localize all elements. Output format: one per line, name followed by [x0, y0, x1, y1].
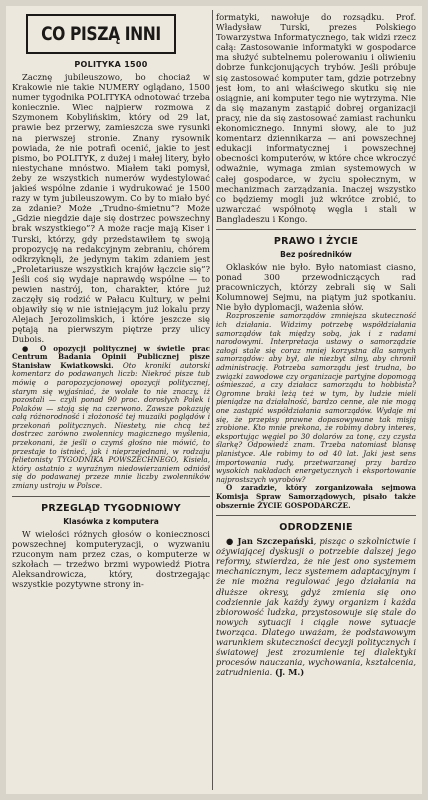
polityka-p2-lead: O opozycji politycznej w świetle prac Centrum Badania Opinii Publicznej pisze Stanisław Kwiatkowski. [12, 343, 210, 370]
odrodzenie-paragraph-1 [216, 536, 416, 677]
left-column [12, 6, 210, 794]
bullet-icon: ● [22, 343, 40, 353]
polityka-title: POLITYKA 1500 [74, 60, 148, 69]
section-rule [216, 229, 416, 230]
section-masthead [26, 14, 176, 54]
prawo-title: PRAWO I ŻYCIE [273, 235, 359, 247]
polityka-paragraph-1: Zacznę jubileuszowo, bo chociaż w Krakowie nie takie NUMERY oglądano, 1500 numer tygodnika POLITYKA odnotować trzeba koniecznie. Wiec najpierw rozmowa z Szymonem Kobylińskim, który od 29 lat, prawie bez przerwy, zamieszcza swe rysunki na pierwszej stronie. Znany rysownik powiada, że nie potrafi ocenić, jakie to jest pismo, bo POLITYK, z dużej i małej litery, było niestychane mnóstwo. Miałem taki pomysł, żeby ze wszystkich numerów wydestylować jakieś wspólne zdanie i wydrukować je 1500 razy w tym jubileuszowym. Co by to miało być za zdanie? Może „Trudno-śmietnu”? Może „Gdzie niegdzie daje się dostrzec powszechny brak wszystkiego”? A może racje mają Kiser i Turski, którzy, gdy przedstawiłem tę swoją propozycję na redakcyjnym zebraniu, chórem odkrzyknęli, że jedynym takim zdaniem jest „Proletariusze wszystkich krajów łączcie się”? Jeśli coś się wydaje naprawdę wspólne — to pewien nastrój, ton, charakter, które już zaczęły się rodzić w Pałacu Kultury, w pełni objawiły się w nie istniejącym już lokalu przy Alejach Jerozolimskich, i które jeszcze się pętają na pierwszym piętrze przy ulicy Dubois. [12, 72, 210, 345]
bullet-icon: ● [226, 536, 238, 547]
signature: (J. M.) [274, 667, 305, 678]
przeglad-paragraph-1: W wielości różnych głosów o koniecznosci powszechnej komputeryzacji, o wyzwaniu rzuconym nam przez czas, o komputerze w szkołach — trzeźwo brzmi wypowiedź Piotra Aleksandrowicza, który, dostrzegając wszystkie pozytywne strony in- [12, 528, 210, 590]
przeglad-continuation: formatyki, nawołuje do rozsądku. Prof. Władysław Turski, prezes Polskiego Towarzystwa Informatycznego, tak widzi rzecz całą: Zastosowanie informatyki w gospodarce ma służyć subtelnemu polerowaniu i oliwieniu dobrze funkcjonujących trybów. Jeśli próbuje się zastosować komputer tam, gdzie potrzebny jest łom, to ani właściwego skutku się nie osiągnie, ani komputer tego nie wytrzyma. Nie da się mazanym zastąpić dobrej organizacji pracy, nie da się zastosować zamiast rachunku ekonomicznego. Innymi słowy, ale to już komentarz dziennikarza — ani powszechnej edukacji informatycznej i powszechnej obecności komputerów, w które chce wkroczyć odważnie, wymaga zmian systemowych w całej gospodarce, w życiu społecznym, w mechanizmach zarządzania. Inaczej wszystko co będziemy mogli już wkrótce zrobić, to uzwarczać współnotę węgla i stali w Bangladeszu i Kongo. [216, 12, 416, 224]
prawo-subtitle: Bez pośredników [280, 249, 352, 259]
prawo-paragraph-2: Rozproszenie samorządów zmniejsza skuteczność ich działania. Widzimy potrzebę współdziałania samorządów tak między sobą, jak i z radami narodowymi. Interpretacja ustawy o samorządzie załogi stale się coraz mniej korzystna dla samych samorządów: aby był, ale niezbyt silny, aby chronił administrację. Potrzeba samorządu jest trudna, bo związki zawodowe czy organizacje partyjne dopomogą ośmieszać, a czy działacz samorządu to hobbista? Ogromne braki leżą też w tym, by ludzie mieli pieniądze na działalność, bardzo cenne, ale nie mogą one zastąpić współdziałania samorządów. Wydaje mi się, że przepisy prawne dopasowywane tak misją zrobione. Kto mnie prekona, że robimy dobry interes, eksportując węgiel po 30 dolarów za tonę, czy czysta ślarkę? Odpowiedź znam. Trzeba natomiast blansę planistyce. Ale robimy to od 40 lat. Jaki jest sens importowania rudy, przetwarzanej przy bardzo wysokich nakładach energetycznych i eksportowanie najprostszych wyrobów? [216, 311, 416, 484]
column-divider [212, 10, 213, 790]
odrodzenie-rest: , pisząc o szkolnictwie i ożywiającej dyskusji o potrzebie dalszej jego reformy, stwierdza, że nie jest ono systemem mechanicznym, lecz systemem adaptacyjnym i że nie można regulować jego działania na dłuższe okresy, gdyż zmienia się ono codziennie jak każdy żywy organizm i każda zbiorowość ludzka, przystosowuje się stale do nowych sytuacji i ciągle nowe sytuacje tworząca. Dlatego uważam, że podstawowym warunkiem skuteczności decyzji politycznych i światowej jest zrozumienie tej dialektyki procesów nauczania, wychowania, kształcenia, zatrudnienia. [216, 536, 416, 678]
prawo-paragraph-1: Oklasków nie było. Było natomiast ciasno, ponad 300 przewodniczących rad pracowniczych, którzy zebrali się w Sali Kolumnowej Sejmu, na piątym już spotkaniu. Nie było dyplomacji, ważenia słów. [216, 261, 416, 313]
odrodzenie-lead: Jan Szczepański [237, 536, 314, 547]
section-rule [12, 496, 210, 497]
przeglad-title: PRZEGLĄD TYGODNIOWY [41, 502, 181, 514]
section-rule [216, 515, 416, 516]
prawo-paragraph-3: O zaradzie, który zorganizowała sejmowa Komisja Spraw Samorządowych, pisało także obszernie ŻYCIE GOSPODARCZE. [216, 483, 416, 510]
przeglad-subtitle: Klasówka z komputera [63, 516, 159, 526]
odrodzenie-title: ODRODZENIE [279, 522, 353, 534]
newspaper-page [6, 6, 422, 794]
polityka-p2-rest: Oto kroniki autorski komentarz do podawanych liczb: Niekroć pisze tub mówię o paropozycjonowej opozycji politycznej, starym się wyjaśniać, że wolałe to nie znaczy, iż pozostali — czyli ponad 90 proc. dorosłych Polek i Polaków — stoją się na czerwono. Zawsze pokazuję całą różnorodność i złożoność tej muzaiki poglądów i przekonań politycznych. Niestety, nie chcą też dostrzec zarówno zwolennicy magicznego myślenia, przekonani, że jeśli o czymś głośno nie mówić, to przestaje to istnieć, jak i nieprzejednani, w rodzaju felietonisty TYGODNIKA POWSZECHNEGO, Kisiela, który ostatnio z wyraźnym niedowierzaniem odniósł się do podawanej przeze mnie liczby zwolenników zmiany ustroju w Polsce. [12, 360, 210, 491]
masthead-title: CO PISZĄ INNI [41, 23, 161, 45]
right-column [216, 6, 416, 794]
polityka-paragraph-2 [12, 345, 210, 491]
